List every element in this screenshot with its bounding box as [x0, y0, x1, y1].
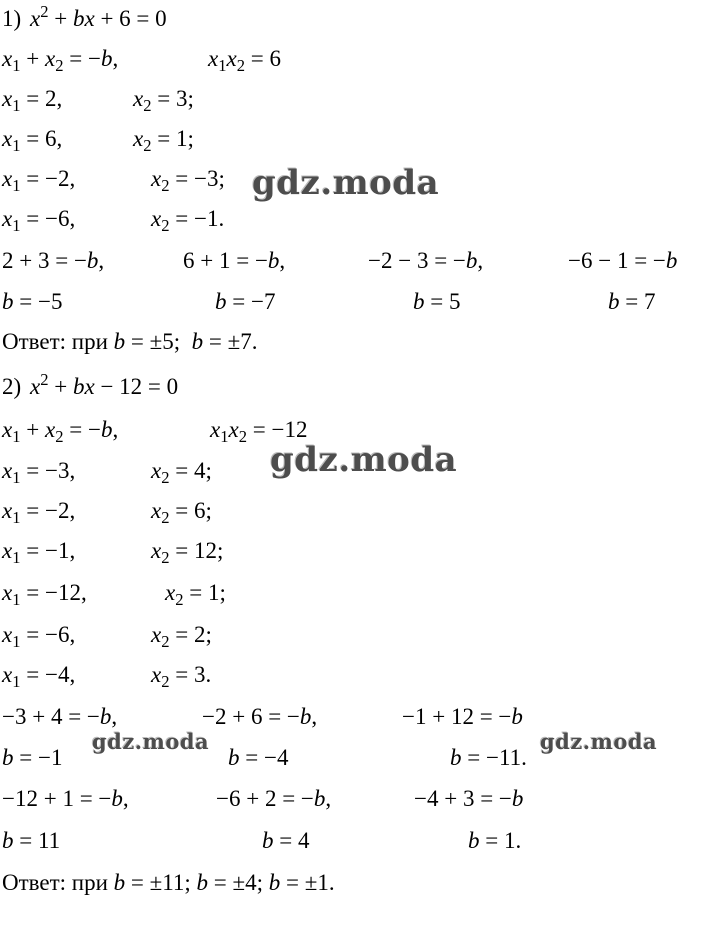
- watermark: gdz.moda: [540, 729, 658, 754]
- watermark: gdz.moda: [252, 163, 440, 203]
- watermark: gdz.moda: [92, 729, 210, 754]
- part2-label: 2): [2, 374, 22, 399]
- part1-label: 1): [2, 6, 22, 31]
- watermark: gdz.moda: [270, 440, 458, 480]
